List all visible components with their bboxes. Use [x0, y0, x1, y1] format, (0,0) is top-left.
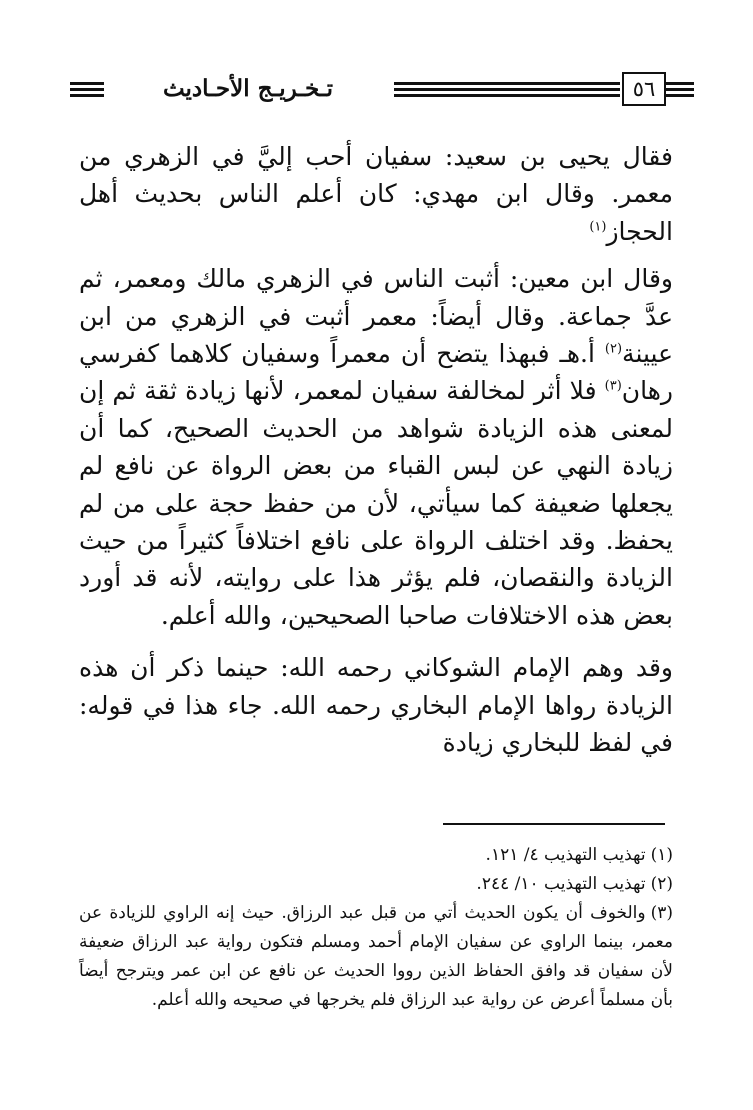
footnote-ref: (١) [589, 219, 607, 235]
text-segment: فلا أثر لمخالفة سفيان لمعمر، لأنها زيادة ثقة ثم إن لمعنى هذه الزيادة شواهد من الحديث الصحيح، كما أن زيادة النهي عن لبس القباء من بعض الرواة عن نافع لم يجعلها ضعيفة كما سيأتي، لأن من حفظ حجة على من لم يحفظ. وقد اختلف الرواة على نافع اختلافاً كثيراً من حيث الزيادة والنقصان، فلم يؤثر هذا على روايته، لأنه قد أورد بعض هذه الاختلافات صاحبا الصحيحين، والله أعلم. [79, 376, 673, 630]
footnote [79, 870, 673, 899]
footnote [79, 841, 673, 870]
header-double-rule-right [666, 82, 694, 96]
running-header [72, 72, 694, 108]
footnote-number: (٢) [650, 874, 673, 894]
paragraph [79, 260, 673, 634]
header-triple-rule [394, 82, 620, 96]
text-segment: وقال ابن معين: أثبت الناس في الزهري مالك ومعمر، ثم عدَّ جماعة. وقال أيضاً: معمر أثبت في الزهري من ابن عيينة [79, 264, 673, 369]
paragraph [79, 138, 673, 250]
footnote-number: (٣) [650, 903, 673, 923]
footnotes [79, 841, 673, 1015]
footnote [79, 899, 673, 1015]
header-rule-end [70, 82, 104, 96]
footnote-number: (١) [650, 845, 673, 865]
text-segment: وقد وهم الإمام الشوكاني رحمه الله: حينما ذكر أن هذه الزيادة رواها الإمام البخاري رحمه الله. جاء هذا في قوله: في لفظ للبخاري زيادة [79, 653, 673, 758]
footnote-ref: (٢) [604, 341, 623, 357]
footnote-separator [443, 823, 665, 825]
text-segment: أ.هـ فبهذا يتضح أن معمراً وسفيان كلاهما كفرسي رهان [79, 339, 673, 406]
text-segment: فقال يحيى بن سعيد: سفيان أحب إليَّ في الزهري من معمر. وقال ابن مهدي: كان أعلم الناس بحديث أهل الحجاز [79, 142, 673, 246]
running-title: تـخـريـج الأحـاديث [162, 75, 334, 102]
main-text [79, 138, 673, 762]
footnote-text: تهذيب التهذيب ٤/ ١٢١. [485, 845, 646, 865]
page-number: ٥٦ [622, 72, 666, 106]
footnote-ref: (٣) [604, 379, 622, 395]
paragraph [79, 649, 673, 761]
footnote-text: تهذيب التهذيب ١٠/ ٢٤٤. [476, 874, 646, 894]
footnote-text: والخوف أن يكون الحديث أتي من قبل عبد الرزاق. حيث إنه الراوي للزيادة عن معمر، بينما الراوي عن سفيان الإمام أحمد ومسلم فتكون رواية عبد الرزاق ضعيفة لأن سفيان قد وافق الحفاظ الذين رووا الحديث عن نافع عن ابن عمر ويترجح أيضاً بأن مسلماً أعرض عن رواية عبد الرزاق فلم يخرجها في صحيحه والله أعلم. [79, 903, 673, 1010]
